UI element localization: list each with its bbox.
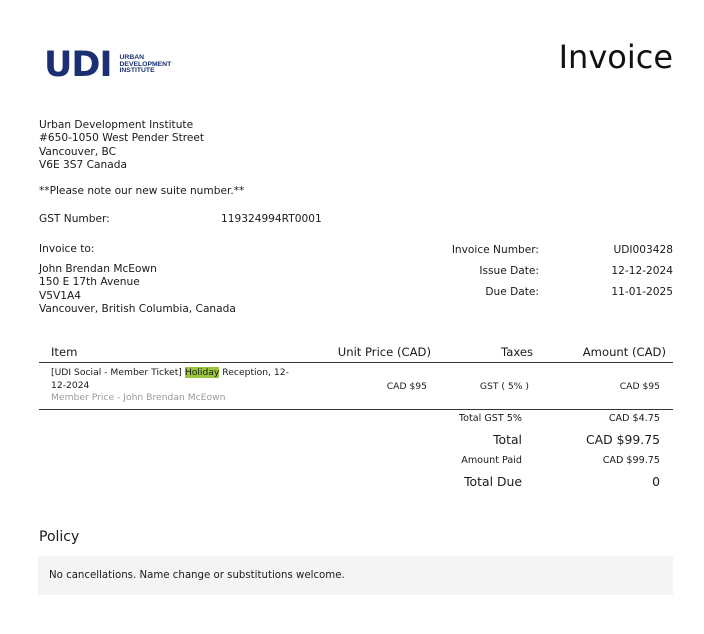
item-subline: Member Price - John Brendan McEown [51,392,226,404]
bill-to-name: John Brendan McEown [39,263,157,275]
header-item: Item [51,344,78,359]
invoice-number-value: UDI003428 [613,243,673,256]
logo-line-1: URBAN [119,53,145,61]
suite-note: **Please note our new suite number.** [39,185,245,197]
policy-box [38,556,673,595]
item-desc-post: Reception, 12-12-2024 [51,367,289,391]
org-city: Vancouver, BC [39,145,117,158]
amount-paid-label: Amount Paid [461,455,522,466]
item-amount: CAD $95 [619,380,660,392]
header-amount: Amount (CAD) [582,344,666,359]
invoice-number-label: Invoice Number: [451,243,539,256]
bill-to-postal: V5V1A4 [39,289,81,302]
invoice-meta [433,239,673,302]
table-header [39,341,673,363]
table-row [39,363,673,410]
total-due-value: 0 [652,474,660,489]
bill-to-address [39,263,236,317]
item-cell [39,367,319,405]
gst-number-value: 119324994RT0001 [221,213,322,225]
logo-line-2: DEVELOPMENT [119,60,172,68]
org-street: #650-1050 West Pender Street [39,132,205,145]
item-description [51,367,301,392]
org-postal: V6E 3S7 Canada [39,159,127,172]
logo-wordmark [120,55,172,75]
total-value: CAD $99.75 [586,432,660,447]
invoice-title: Invoice [558,38,673,76]
due-date-value: 11-01-2025 [611,285,673,298]
total-due-label: Total Due [464,474,522,489]
policy-text: No cancellations. Name change or substitutions welcome. [49,570,345,581]
invoice-to-label: Invoice to: [39,243,95,255]
item-unit-price: CAD $95 [386,380,427,392]
logo-line-3: INSTITUTE [119,67,155,75]
header-unit-price: Unit Price (CAD) [337,344,431,359]
udi-logo [44,45,172,85]
invoice-number-row [433,239,673,260]
due-date-label: Due Date: [485,285,539,298]
policy-title: Policy [39,529,80,545]
gst-number-label: GST Number: [39,213,110,225]
logo-mark: UDI [44,45,112,85]
bill-to-city: Vancouver, British Columbia, Canada [39,303,236,316]
total-label: Total [493,432,522,447]
header-taxes: Taxes [501,344,533,359]
org-address [39,119,204,173]
item-desc-highlight: Holiday [184,367,220,379]
org-name: Urban Development Institute [39,119,194,131]
issue-date-value: 12-12-2024 [611,264,673,277]
total-gst-value: CAD $4.75 [608,413,660,424]
issue-date-row [433,260,673,281]
line-items-table [39,341,673,410]
total-gst-label: Total GST 5% [458,413,522,424]
bill-to-street: 150 E 17th Avenue [39,276,140,289]
due-date-row [433,281,673,302]
issue-date-label: Issue Date: [479,264,539,277]
item-desc-pre: [UDI Social - Member Ticket] [51,367,185,379]
amount-paid-value: CAD $99.75 [602,455,660,466]
item-taxes: GST ( 5% ) [479,380,529,392]
